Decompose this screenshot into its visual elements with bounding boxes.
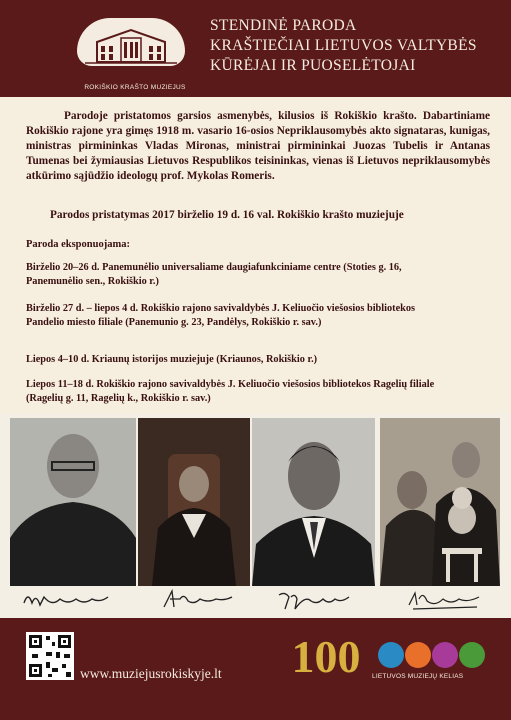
exhibited-label: Paroda eksponuojama:: [26, 239, 130, 250]
signature-romeris: [160, 589, 240, 611]
portrait-photo: [380, 418, 500, 586]
header-band: [0, 0, 511, 97]
venue-item: Birželio 20–26 d. Panemunėlio universaliame daugiafunkciniame centre (Stoties g. 16, Panemunėlio sen., Rokiškio r.): [26, 262, 402, 287]
title-line-3: KŪRĖJAI IR PUOSELĖTOJAI: [210, 57, 416, 74]
centenary-logo: [290, 630, 362, 683]
title-line-2: KRAŠTIEČIAI LIETUVOS VALTYBĖS: [210, 37, 477, 54]
venue-item: Birželio 27 d. – liepos 4 d. Rokiškio rajono savivaldybės J. Keliuočio viešosios bibliotekos Pandelio miesto filiale (Panemunio g. 23, Pandėlys, Rokiškio r. sav.): [26, 303, 416, 328]
centenary-number: 100: [291, 631, 361, 678]
logo-oval: [77, 18, 185, 66]
signature-mironas: [22, 589, 112, 611]
intro-paragraph: Parodoje pristatomos garsios asmenybės, kilusios iš Rokiškio krašto. Dabartiniame Rokiškio rajone yra gimęs 1918 m. vasario 16-osios Nepriklausomybės akto signataras, kunigas, ministras pirmininkas Vladas Mironas, ministrai pirmininkai Juozas Tubelis ir Antanas Tumenas bei žymiausias Lietuvos Respublikos teisininkas, vienas iš Lietuvos nepriklausomybės atkūrimo sąjūdžio ideologų prof. Mykolas Romeris.: [26, 110, 490, 182]
title-line-1: STENDINĖ PARODA: [210, 17, 357, 34]
manor-house-icon: [77, 18, 185, 66]
museum-logo: [75, 18, 187, 91]
museum-route-label: LIETUVOS MUZIEJŲ KELIAS: [372, 673, 464, 680]
route-circle-green: [459, 642, 485, 668]
footer-band: [0, 618, 511, 720]
logo-caption: ROKIŠKIO KRAŠTO MUZIEJUS: [84, 84, 186, 91]
portrait-photo: [10, 418, 136, 586]
poster-body: [0, 97, 511, 413]
portrait-strip: [0, 413, 511, 618]
venue-item: Liepos 11–18 d. Rokiškio rajono savivaldybės J. Keliuočio viešosios bibliotekos Ragelių filiale (Ragelių g. 11, Ragelių k., Rokiškio r. sav.): [26, 379, 435, 404]
route-circle-blue: [378, 642, 404, 668]
venue-item: Liepos 4–10 d. Kriaunų istorijos muziejuje (Kriaunos, Rokiškio r.): [26, 354, 318, 365]
exhibition-title: [210, 16, 477, 76]
portrait-photo: [252, 418, 375, 586]
route-circle-purple: [432, 642, 458, 668]
signature-tubelis: [275, 589, 355, 611]
qr-code-icon[interactable]: [26, 632, 74, 680]
signature-tumenas: [405, 589, 485, 611]
portrait-photo: [138, 418, 250, 586]
museum-website-link[interactable]: www.muziejusrokiskyje.lt: [80, 666, 222, 681]
route-circle-orange: [405, 642, 431, 668]
presentation-line: Parodos pristatymas 2017 birželio 19 d. 16 val. Rokiškio krašto muziejuje: [50, 209, 404, 221]
